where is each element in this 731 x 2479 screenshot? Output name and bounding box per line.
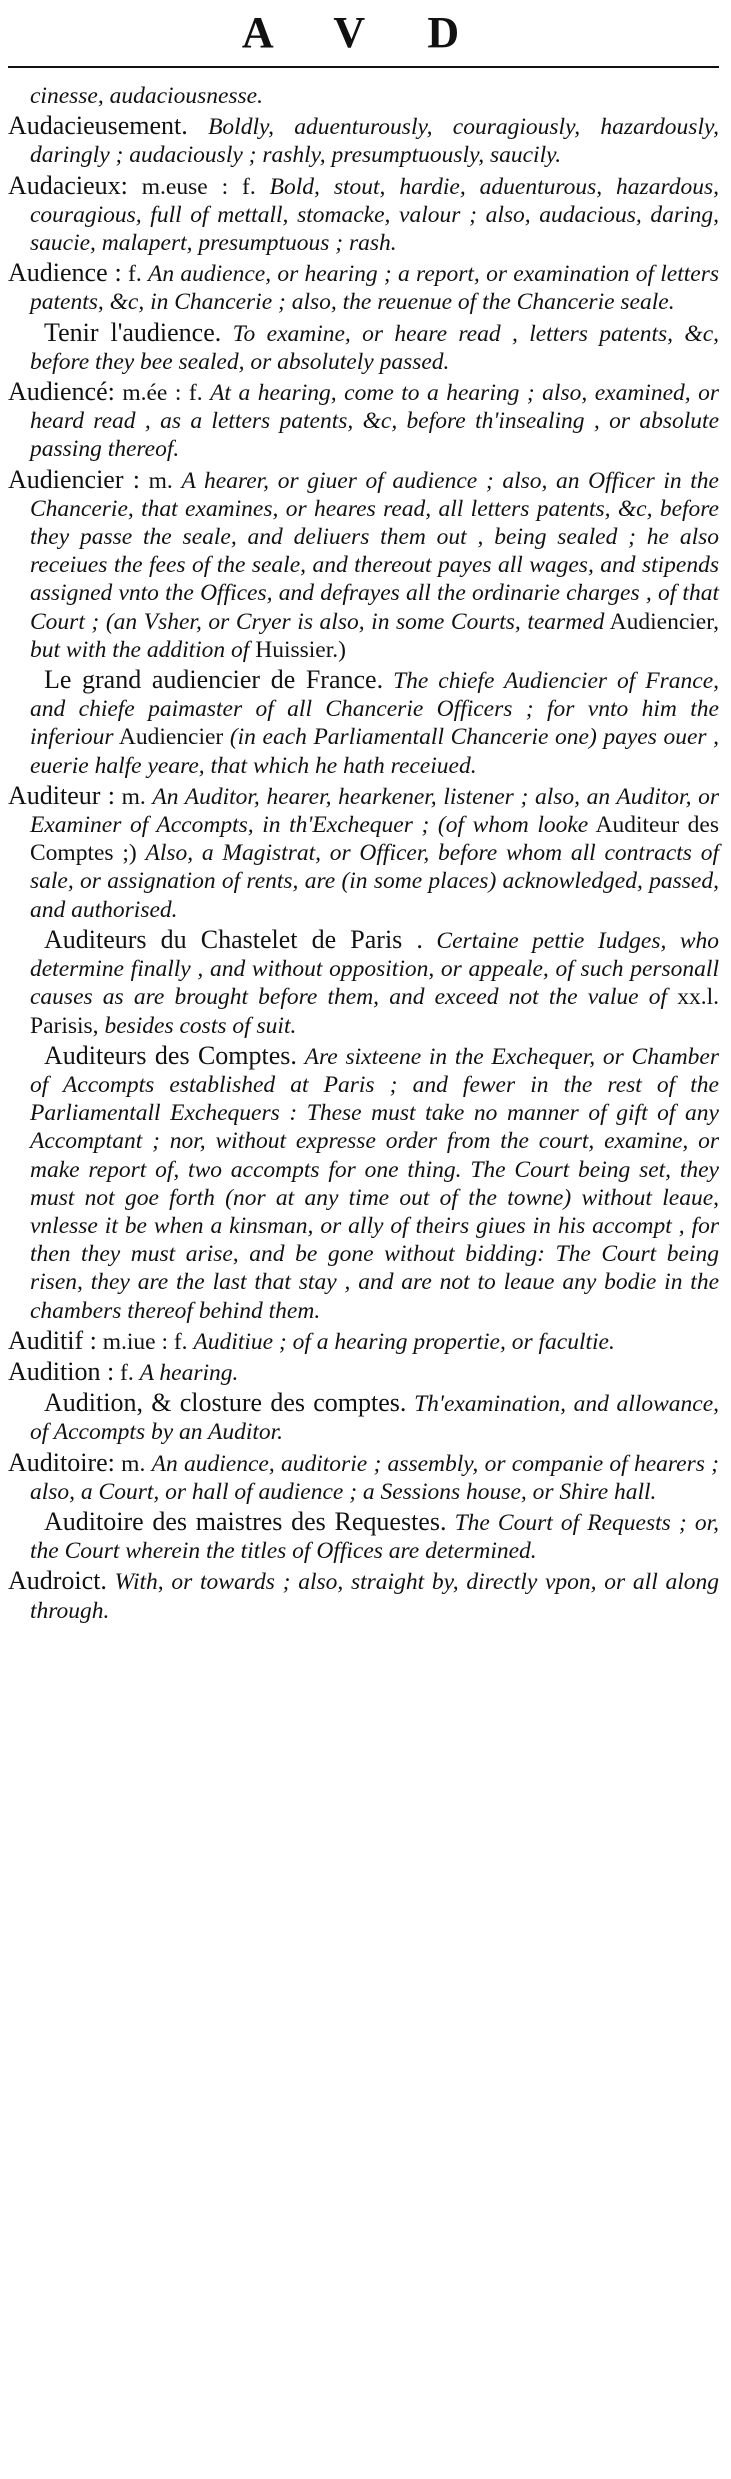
headword: Auditeurs du Chastelet de Paris . xyxy=(44,924,423,954)
entry-audience xyxy=(8,259,719,316)
entry-audience-participle xyxy=(8,378,719,464)
definition: Bold, stout, hardie, aduenturous, hazardous, couragious, full of mettall, stomacke, valour ; also, audacious, daring, saucie, malapert, presumptuous ; rash. xyxy=(30,173,719,257)
grammar-note: m. xyxy=(121,783,146,810)
headword: Tenir l'audience. xyxy=(44,317,222,347)
headword: Auditoire des maistres des Requestes. xyxy=(44,1506,447,1536)
headword: Audacieusement. xyxy=(8,111,188,141)
definition: Certaine pettie Iudges, who determine finally , and without opposition, or appeale, of such personall causes as are brought before them, and exceed not the value of xyxy=(30,927,720,1011)
roman-term: Audiencier xyxy=(118,724,224,751)
headword: Auditeur : xyxy=(8,780,115,810)
entry-audition xyxy=(8,1358,719,1387)
entry-audiencier xyxy=(8,466,719,664)
roman-term: xx.l. Parisis, xyxy=(30,984,719,1039)
definition: The Court of Requests ; or, the Court wherein the titles of Offices are determined. xyxy=(30,1509,720,1565)
definition: Are sixteene in the Exchequer, or Chamber of Accompts established at Paris ; and fewer in the rest of the Parliamentall Exchequers : These must take no manner of gift of any Accomptant ; nor, without expresse order from the court, examine, or make report of, two accompts for one thing. The Court being set, they must not goe forth (nor at any time out of the towne) without leaue, vnlesse it be when a kinsman, or ally of theirs giues in his accompt , for then they must arise, and be gone without bidding: The Court being risen, they are the last that stay , and are not to leaue any bodie in the chambers thereof behind them. xyxy=(30,1043,719,1324)
definition-cont: besides costs of suit. xyxy=(104,1012,297,1039)
subentry-auditeurs-comptes xyxy=(8,1042,719,1325)
definition: With, or towards ; also, straight by, directly vpon, or all along through. xyxy=(30,1569,720,1624)
entry-auditeur xyxy=(8,782,719,924)
headword: Audiencier : xyxy=(8,464,140,494)
definition: cinesse, audaciousnesse. xyxy=(30,83,263,109)
grammar-note: m.euse : f. xyxy=(141,173,256,200)
headword: Audition, & closture des comptes. xyxy=(44,1388,407,1418)
headword: Audacieux: xyxy=(8,170,128,200)
grammar-note: m. xyxy=(121,1450,146,1477)
headword: Audroict. xyxy=(8,1566,107,1596)
roman-term: Auditeur des Comptes ;) xyxy=(30,812,719,867)
definition-cont: Also, a Magistrat, or Officer, before whom all contracts of sale, or assignation of rents, are (in some places) acknowledged, passed, and authorised. xyxy=(30,840,719,923)
subentry-tenir-laudience xyxy=(8,319,719,376)
grammar-note: m.ée : f. xyxy=(122,380,203,407)
page-header xyxy=(8,0,719,62)
definition: Boldly, aduenturously, couragiously, hazardously, daringly ; audaciously ; rashly, presumptuously, saucily. xyxy=(30,114,719,169)
headword: Audition : xyxy=(8,1356,115,1386)
entry-list xyxy=(8,82,719,1625)
entry-auditif xyxy=(8,1327,719,1356)
definition: At a hearing, come to a hearing ; also, examined, or heard read , as a letters patents, &c, before th'insealing , or absolute passing thereof. xyxy=(30,380,720,463)
grammar-note: f. xyxy=(120,1359,134,1386)
entry-audacieux xyxy=(8,172,719,258)
roman-term: Audiencier, xyxy=(609,608,719,635)
definition: Th'examination, and allowance, of Accompts by an Auditor. xyxy=(30,1391,720,1446)
entry-audacieusement xyxy=(8,112,719,169)
definition: Auditiue ; of a hearing propertie, or facultie. xyxy=(193,1328,615,1355)
definition: To examine, or heare read , letters patents, &c, before they bee sealed, or absolutely passed. xyxy=(30,320,719,375)
entry-audroict xyxy=(8,1567,719,1624)
headword: Auditoire: xyxy=(8,1447,115,1477)
subentry-audition-closture xyxy=(8,1389,719,1446)
running-head: A V D xyxy=(241,8,486,57)
definition: An audience, or hearing ; a report, or examination of letters patents, &c, in Chancerie ; also, the reuenue of the Chancerie seale. xyxy=(30,261,720,316)
entry-auditoire xyxy=(8,1449,719,1506)
definition-cont: but with the addition of xyxy=(30,636,250,663)
definition: A hearing. xyxy=(139,1359,239,1386)
headword: Le grand audiencier de France. xyxy=(44,665,384,695)
definition: The chiefe Audiencier of France, and chiefe paimaster of all Chancerie Officers ; for vnto him the inferiour xyxy=(30,668,720,751)
headword: Audience : xyxy=(8,258,122,288)
definition: An audience, auditorie ; assembly, or companie of hearers ; also, a Court, or hall of audience ; a Sessions house, or Shire hall. xyxy=(30,1450,720,1505)
grammar-note: m. xyxy=(148,467,173,494)
headword: Audiencé: xyxy=(8,377,115,407)
grammar-note: m.iue : f. xyxy=(102,1328,188,1355)
grammar-note: f. xyxy=(128,261,142,288)
subentry-auditeurs-chastelet xyxy=(8,926,719,1040)
headword: Auditif : xyxy=(8,1325,97,1355)
definition: A hearer, or giuer of audience ; also, an Officer in the Chancerie, that examines, or heares read, all letters patents, &c, before they passe the seale, and deliuers them out , being sealed ; he also receiues the fees of the seale, and thereout payes all wages, and stipends assigned vnto the Offices, and defrayes all the ordinarie charges , of that Court ; (an Vsher, or Cryer is also, in some Courts, tearmed xyxy=(30,467,719,635)
subentry-auditoire-requestes xyxy=(8,1508,719,1565)
subentry-grand-audiencier xyxy=(8,666,719,780)
definition: An Auditor, hearer, hearkener, listener ; also, an Auditor, or Examiner of Accompts, in th'Exchequer ; (of whom looke xyxy=(30,783,719,839)
header-rule xyxy=(8,66,719,68)
entry-continuation xyxy=(8,82,719,110)
definition-cont: (in each Parliamentall Chancerie one) payes ouer , euerie halfe yeare, that which he hath receiued. xyxy=(30,724,719,779)
roman-term: Huissier.) xyxy=(255,636,346,663)
headword: Auditeurs des Comptes. xyxy=(44,1040,297,1070)
